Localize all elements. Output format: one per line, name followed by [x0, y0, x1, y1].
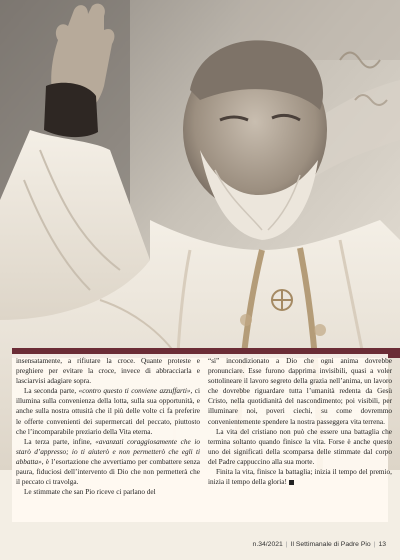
article-column-right — [208, 356, 392, 487]
paragraph: La seconda parte, «contro questo ti conviene azzuffarti», ci illumina sulla convenienza della lotta, sulla sua opportunità, e anche sulla nostra ottusità che il più delle volte ci fa preferire le offerte convenienti dei supermercati del peccato, piuttosto che l’incomparabile preziario della Vita eterna. — [16, 387, 200, 436]
quote-emphasis: «contro questo ti conviene azzuffarti» — [78, 387, 191, 396]
end-of-article-mark — [289, 480, 294, 485]
footer-separator: | — [285, 541, 288, 548]
quote-emphasis: «avanzati coraggiosamente che io starò d’appresso; io ti aiuterò e non permetterò che egli ti abbatta» — [16, 437, 200, 466]
magazine-name: Il Settimanale di Padre Pio — [290, 541, 371, 548]
issue-number: n.34/2021 — [252, 541, 283, 548]
article-column-left — [16, 356, 200, 497]
page-footer — [253, 541, 386, 548]
page-number: 13 — [378, 541, 386, 548]
paragraph: insensatamente, a rifiutare la croce. Quante proteste e preghiere per evitare la croce, invece di abbracciarla e lasciarvisi adagiare sopra. — [16, 357, 200, 386]
footer-separator: | — [373, 541, 376, 548]
paragraph: La terza parte, infine, «avanzati coraggiosamente che io starò d’appresso; io ti aiuterò e non permetterò che egli ti abbatta», è l’esortazione che avvertiamo per combattere senza paura, fiduciosi dell’intervento di Dio che non permetterà che il peccato ci travolga. — [16, 437, 200, 487]
paragraph: “sì” incondizionato a Dio che ogni anima dovrebbe pronunciare. Esse furono dapprima invisibili, quasi a voler sottolineare il lavoro segreto della grazia nell’anima, un lavoro che dovrebbe riguardare tutta l’umanità redenta da Gesù Cristo, nella quotidianità del nascondimento; poi visibili, per illuminare noi, poveri ciechi, su come dovremmo convenientemente spendere la nostra passeggera vita terrena. — [208, 357, 392, 426]
paragraph: Finita la vita, finisce la battaglia; inizia il tempo del premio, inizia il tempo della gloria! — [208, 468, 392, 487]
paragraph: Le stimmate che san Pio riceve ci parlano del — [24, 488, 156, 497]
paragraph: La vita del cristiano non può che essere una battaglia che termina soltanto quando finisce la vita. Forse è anche questo uno dei significati della scomparsa delle stimmate dal corpo del Padre cappuccino alla sua morte. — [208, 427, 392, 466]
